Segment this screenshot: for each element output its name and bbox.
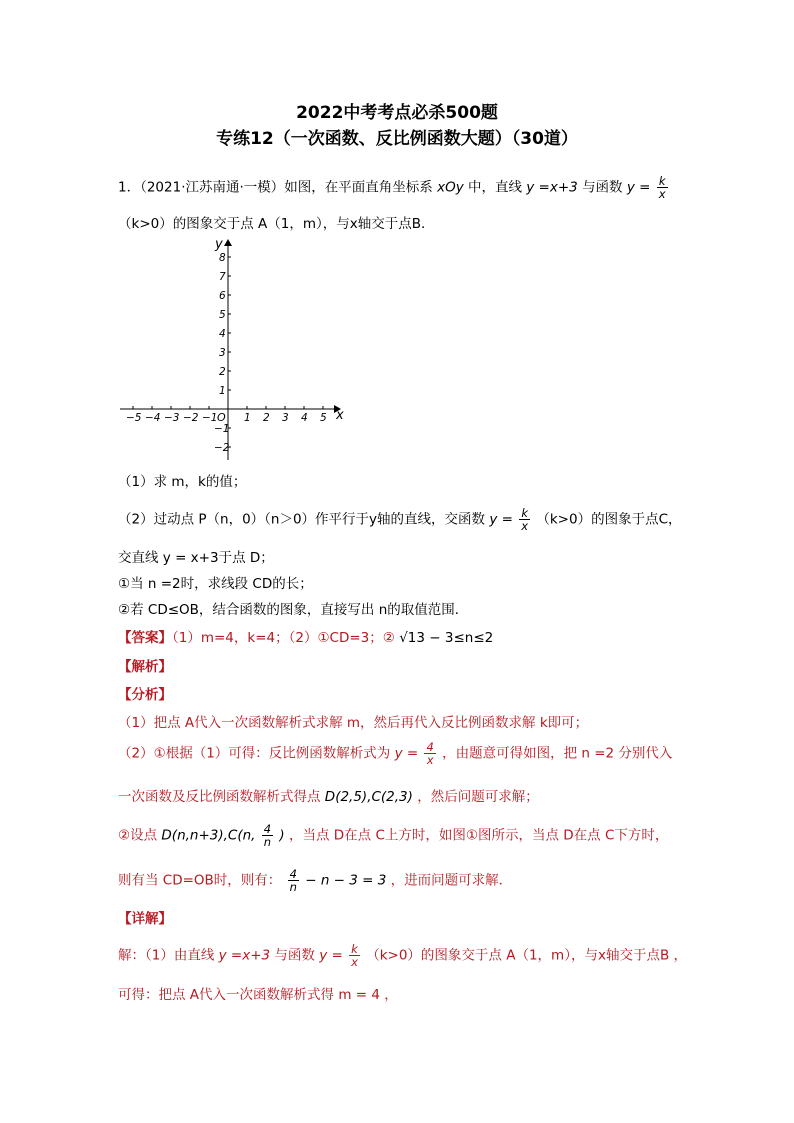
- x-tick-label: −3: [164, 412, 180, 424]
- stem-text-2: 中，直线: [467, 179, 522, 196]
- analysis-4a: ②设点: [118, 827, 158, 844]
- analysis-3a: 一次函数及反比例函数解析式得点: [118, 789, 321, 805]
- stem-y-equals: y =: [626, 179, 651, 196]
- origin-label: O: [217, 411, 226, 424]
- y-tick-label: 5: [219, 309, 226, 321]
- q2-text-b: （k>0）的图象于点C，: [536, 511, 682, 528]
- x-tick-label: 3: [282, 412, 289, 424]
- detail-line-2: 可得：把点 A代入一次函数解析式得 m = 4 ，: [118, 987, 398, 1003]
- y-tick-label: −2: [214, 442, 230, 454]
- page-title: 2022中考考点必杀500题: [296, 103, 498, 123]
- y-tick-label: 8: [219, 252, 226, 264]
- y-tick-label: 7: [219, 271, 226, 283]
- page-subtitle: 专练12（一次函数、反比例函数大题）（30道）: [216, 129, 578, 149]
- question-2-ii: ②若 CD≤OB，结合函数的图象，直接写出 n的取值范围．: [118, 602, 469, 618]
- analysis-2a: （2）①根据（1）可得：反比例函数解析式为: [118, 745, 391, 762]
- q2-y-equals: y =: [489, 511, 513, 528]
- fraction-k-over-x-2: $\frac{k}{x}$: [521, 506, 529, 533]
- jiexi-tag: 【解析】: [118, 659, 172, 675]
- fenxi-tag: 【分析】: [118, 687, 172, 703]
- question-2-i: ①当 n =2时，求线段 CD的长；: [118, 576, 313, 592]
- x-tick-label: 1: [244, 412, 251, 424]
- analysis-4b: ，当点 D在点 C上方时，如图①图所示，当点 D在点 C下方时，: [288, 827, 669, 844]
- coordinate-graph: [118, 232, 358, 464]
- detail-1c: （k>0）的图象交于点 A（1，m），与x轴交于点B ，: [366, 947, 687, 964]
- question-1: （1）求 m，k的值；: [118, 474, 247, 490]
- answer-tag: 【答案】: [118, 630, 172, 646]
- analysis-line-1: （1）把点 A代入一次函数解析式求解 m，然后再代入反比例函数求解 k即可；: [118, 715, 589, 731]
- analysis-2b: ，由题意可得如图，把 n =2 分别代入: [442, 745, 673, 762]
- x-tick-label: 2: [263, 412, 270, 424]
- stem-line-eq: y =x+3: [526, 179, 578, 196]
- detail-y-equals: y =: [319, 947, 343, 964]
- y-tick-label: 4: [219, 328, 226, 340]
- analysis-5b: ，进而问题可求解．: [390, 872, 513, 889]
- y-tick-label: 3: [219, 347, 226, 359]
- x-tick-label: −2: [183, 412, 199, 424]
- stem-text-1: 1．（2021·江苏南通·一模）如图，在平面直角坐标系: [118, 179, 433, 196]
- problem-stem-line-2: （k>0）的图象交于点 A（1，m），与x轴交于点B．: [118, 216, 435, 232]
- y-axis-label: y: [215, 237, 223, 252]
- question-2-line-2: 交直线 y = x+3于点 D；: [118, 550, 274, 566]
- stem-text-3: 与函数: [582, 179, 623, 196]
- analysis-4-points-1: D(n,n+3),C(n,: [161, 827, 256, 844]
- q2-text-a: （2）过动点 P（n，0）（n＞0）作平行于y轴的直线，交函数: [118, 511, 486, 528]
- analysis-3-points: D(2,5),C(2,3): [324, 789, 413, 805]
- y-tick-label: 2: [219, 366, 226, 378]
- y-tick-label: 6: [219, 290, 226, 302]
- answer-range: √13 − 3≤n≤2: [399, 630, 494, 646]
- x-tick-label: −1: [202, 412, 218, 424]
- detail-1b: 与函数: [274, 947, 315, 964]
- fraction-k-over-x: $\frac{k}{x}$: [658, 174, 666, 201]
- analysis-line-2: [118, 741, 672, 766]
- analysis-3b: ，然后问题可求解；: [417, 789, 539, 805]
- x-tick-label: −5: [126, 412, 142, 424]
- problem-stem-line-1: [118, 175, 670, 200]
- fraction-4-over-x: $\frac{4}{x}$: [426, 740, 434, 767]
- analysis-line-4: [118, 823, 668, 848]
- detail-1-line: y =x+3: [218, 947, 271, 964]
- x-axis-label: x: [336, 408, 344, 423]
- y-tick-label: 1: [219, 385, 226, 397]
- stem-xoy: xOy: [437, 179, 464, 196]
- analysis-5a: 则有当 CD=OB时，则有：: [118, 872, 282, 889]
- x-tick-label: −4: [145, 412, 161, 424]
- analysis-line-3: [118, 785, 539, 805]
- question-2-line-1: [118, 507, 682, 532]
- analysis-5-eq: − n − 3 = 3: [305, 872, 387, 889]
- detail-tag: 【详解】: [118, 911, 172, 927]
- fraction-k-over-x-3: $\frac{k}{x}$: [351, 942, 358, 969]
- analysis-4-points-2: ): [279, 827, 285, 844]
- answer-text: （1）m=4，k=4；（2）①CD=3；②: [172, 630, 395, 646]
- x-tick-label: 5: [320, 412, 327, 424]
- y-tick-label: −1: [214, 423, 230, 435]
- answer-line: [118, 626, 493, 646]
- detail-1a: 解：（1）由直线: [118, 947, 215, 964]
- detail-line-1: [118, 943, 687, 968]
- analysis-line-5: [118, 868, 512, 893]
- analysis-y-equals: y =: [394, 745, 419, 762]
- x-tick-label: 4: [301, 412, 308, 424]
- fraction-4-over-n-2: $\frac{4}{n}$: [289, 867, 297, 894]
- fraction-4-over-n: $\frac{4}{n}$: [263, 822, 272, 849]
